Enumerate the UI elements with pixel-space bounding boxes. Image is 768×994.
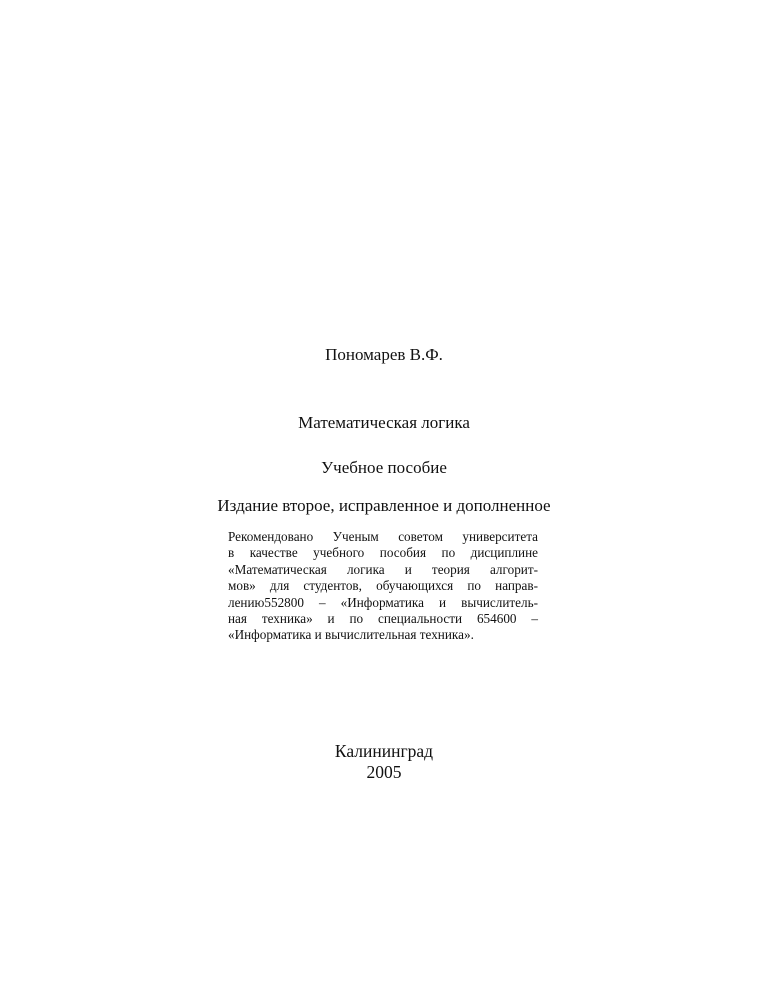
- recommendation-line: «Математическая логика и теория алгорит-: [228, 561, 538, 577]
- recommendation-block: [228, 529, 538, 644]
- edition-note: Издание второе, исправленное и дополненное: [217, 496, 551, 515]
- recommendation-line: мов» для студентов, обучающихся по направ-: [228, 578, 538, 594]
- author-name: Пономарев В.Ф.: [325, 345, 443, 364]
- recommendation-line: ная техника» и по специальности 654600 –: [228, 610, 538, 626]
- recommendation-line: «Информатика и вычислительная техника».: [228, 627, 474, 643]
- publication-year: 2005: [366, 762, 402, 782]
- recommendation-line: в качестве учебного пособия по дисциплине: [228, 545, 538, 561]
- book-title: Математическая логика: [298, 413, 470, 432]
- book-type: Учебное пособие: [321, 458, 447, 477]
- recommendation-line: лению552800 – «Информатика и вычислитель-: [228, 594, 538, 610]
- publication-city: Калининград: [334, 741, 434, 761]
- recommendation-line: Рекомендовано Ученым советом университета: [228, 529, 538, 544]
